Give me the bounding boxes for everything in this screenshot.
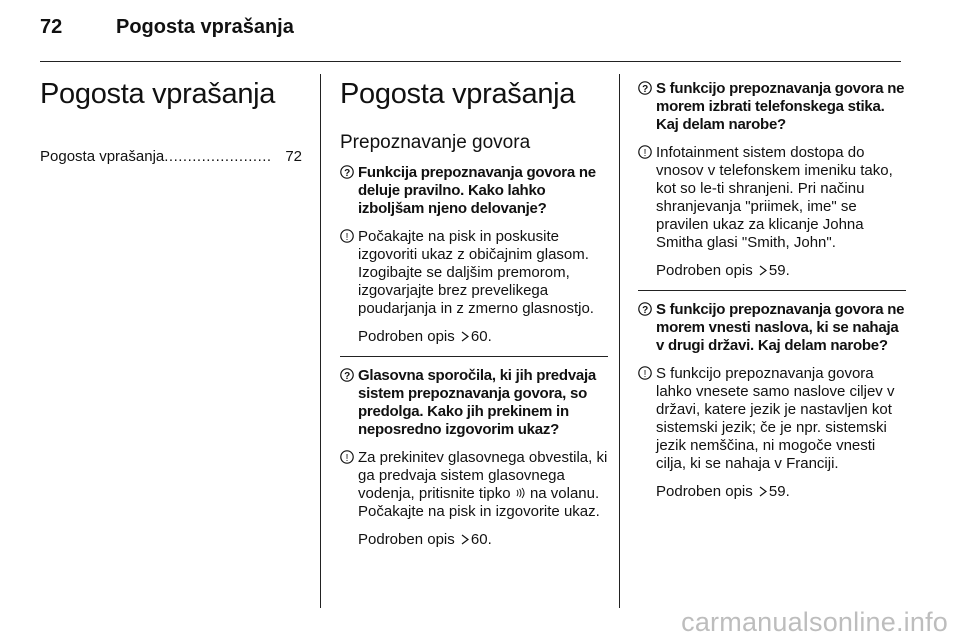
toc-page: 72 xyxy=(285,148,302,165)
svg-text:?: ? xyxy=(344,371,350,382)
question-1 xyxy=(340,164,608,218)
svg-text:!: ! xyxy=(643,148,647,159)
reference-arrow-icon xyxy=(461,534,469,545)
reference-link[interactable] xyxy=(340,328,608,346)
svg-text:!: ! xyxy=(345,232,349,243)
svg-text:?: ? xyxy=(642,84,648,95)
question-text: Funkcija prepoznavanja govora ne deluje pravilno. Kako lahko izboljšam njeno delovanje? xyxy=(358,164,596,217)
question-circle-icon xyxy=(638,81,652,95)
answer-text-start: Za prekinitev glasovnega obvestila, ki ga predvaja sistem glasovnega vodenja, pritisnite tipko xyxy=(358,449,608,502)
subheading: Prepoznavanje govora xyxy=(340,132,531,153)
answer-2 xyxy=(340,449,608,521)
question-4 xyxy=(638,301,906,355)
svg-text:?: ? xyxy=(344,168,350,179)
main-title: Pogosta vprašanja xyxy=(340,78,576,110)
reference-text: Podroben opis xyxy=(656,262,753,279)
reference-page: 59. xyxy=(768,483,790,500)
answer-4 xyxy=(638,365,906,473)
left-column xyxy=(40,74,302,165)
reference-arrow-icon xyxy=(759,486,767,497)
right-column xyxy=(638,80,906,511)
reference-arrow-icon xyxy=(759,265,767,276)
watermark: carmanualsonline.info xyxy=(681,607,948,637)
answer-3 xyxy=(638,144,906,252)
question-text: S funkcijo prepoznavanja govora ne morem vnesti naslova, ki se nahaja v drugi državi. Kaj delam narobe? xyxy=(656,301,905,354)
page-number: 72 xyxy=(40,16,63,38)
reference-link[interactable] xyxy=(638,483,906,501)
reference-arrow-icon xyxy=(461,331,469,342)
toc-label: Pogosta vprašanja xyxy=(40,148,165,165)
svg-text:!: ! xyxy=(345,453,349,464)
toc-entry[interactable] xyxy=(40,148,302,165)
reference-text: Podroben opis xyxy=(656,483,753,500)
voice-control-icon xyxy=(516,487,525,499)
reference-link[interactable] xyxy=(638,262,906,280)
qa-separator xyxy=(340,356,608,357)
question-circle-icon xyxy=(340,368,354,382)
exclamation-circle-icon xyxy=(340,450,354,464)
column-divider xyxy=(320,74,321,608)
column-divider xyxy=(619,74,620,608)
reference-link[interactable] xyxy=(340,531,608,549)
question-text: S funkcijo prepoznavanja govora ne morem izbrati telefonskega stika. Kaj delam narobe? xyxy=(656,80,905,133)
reference-page: 59. xyxy=(768,262,790,279)
question-circle-icon xyxy=(638,302,652,316)
reference-text: Podroben opis xyxy=(358,328,455,345)
qa-separator xyxy=(638,290,906,291)
exclamation-circle-icon xyxy=(340,229,354,243)
answer-text: S funkcijo prepoznavanja govora lahko vnesete samo naslove ciljev v državi, katere jezik je nastavljen kot sistemski jezik; če je npr. sistemski jezik nemščina, ni mogoče vnesti cilja, ki se nahaja v Franciji. xyxy=(656,365,895,472)
middle-column xyxy=(340,74,608,559)
exclamation-circle-icon xyxy=(638,366,652,380)
reference-page: 60. xyxy=(470,531,492,548)
exclamation-circle-icon xyxy=(638,145,652,159)
question-3 xyxy=(638,80,906,134)
svg-text:!: ! xyxy=(643,369,647,380)
question-2 xyxy=(340,367,608,439)
toc-leader: ....................... xyxy=(164,148,272,165)
reference-page: 60. xyxy=(470,328,492,345)
question-circle-icon xyxy=(340,165,354,179)
answer-1 xyxy=(340,228,608,318)
reference-text: Podroben opis xyxy=(358,531,455,548)
section-title: Pogosta vprašanja xyxy=(40,78,276,110)
answer-text: Počakajte na pisk in poskusite izgovoriti ukaz z običajnim glasom. Izogibajte se daljšim premorom, izgovarjajte brez prevelikega poudarjanja in z zmerno glasnostjo. xyxy=(358,228,594,317)
running-title: Pogosta vprašanja xyxy=(116,16,294,38)
question-text: Glasovna sporočila, ki jih predvaja sistem prepoznavanja govora, so predolga. Kako jih prekinem in neposredno izgovorim ukaz? xyxy=(358,367,597,438)
header-rule xyxy=(40,61,901,62)
svg-text:?: ? xyxy=(642,305,648,316)
answer-text: Infotainment sistem dostopa do vnosov v telefonskem imeniku tako, kot so le-ti shranjeni. Pri načinu shranjevanja "priimek, ime" se pravilen ukaz za klicanje Johna Smitha glasi "Smith, John". xyxy=(656,144,893,251)
page-header xyxy=(40,16,920,50)
answer-text-end: na volanu. Počakajte na pisk in izgovorite ukaz. xyxy=(358,485,600,520)
